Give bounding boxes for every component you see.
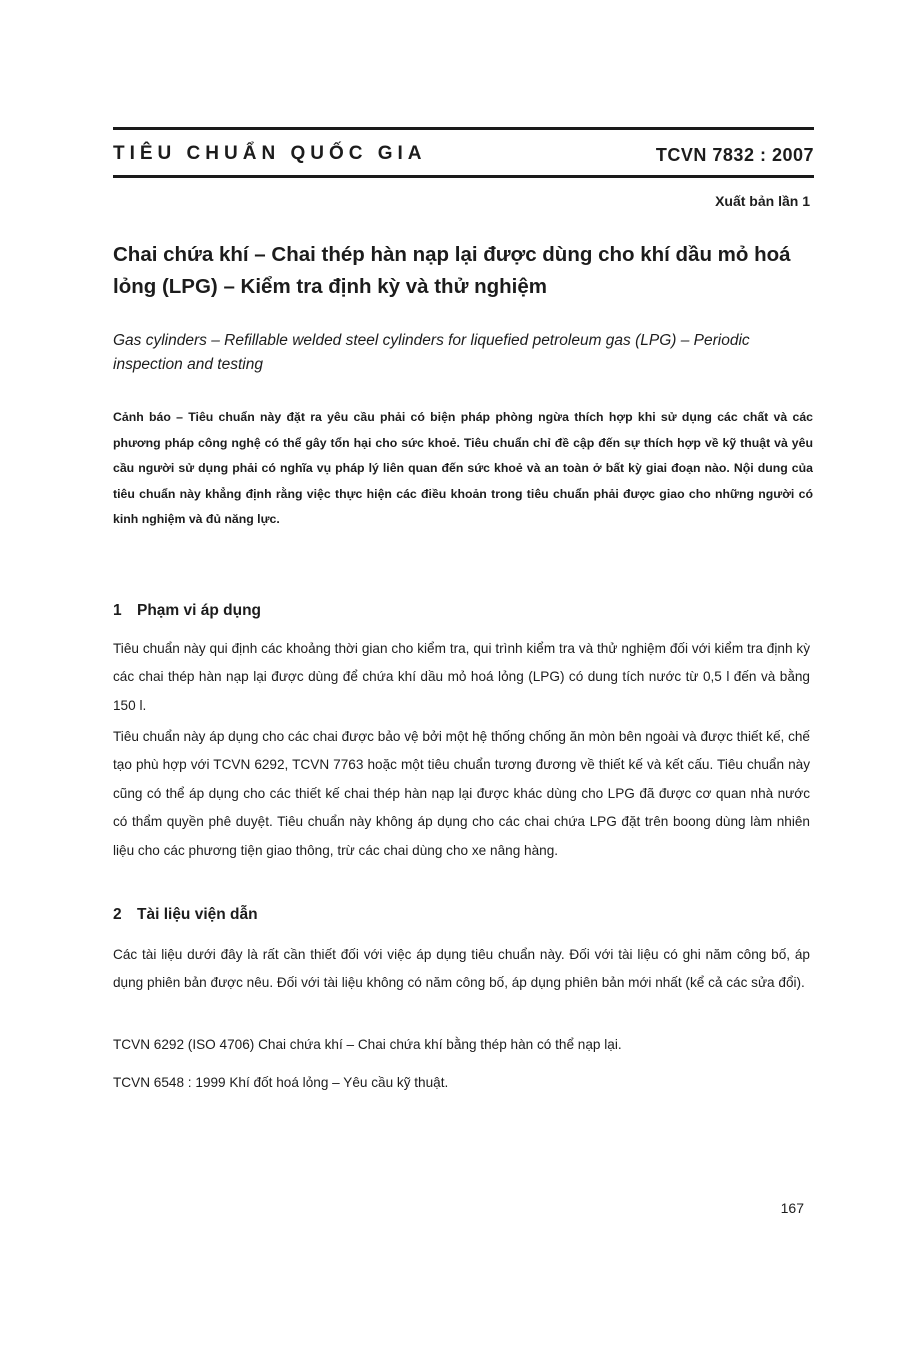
section-2-heading	[113, 906, 258, 924]
section-2-title: Tài liệu viện dẫn	[137, 906, 258, 923]
header-rule-top	[113, 127, 814, 130]
document-title: Chai chứa khí – Chai thép hàn nạp lại được dùng cho khí dầu mỏ hoá lỏng (LPG) – Kiểm tra định kỳ và thử nghiệm	[113, 243, 791, 298]
section-2-paragraph-1: Các tài liệu dưới đây là rất cần thiết đối với việc áp dụng tiêu chuẩn này. Đối với tài liệu có ghi năm công bố, áp dụng phiên bản được nêu. Đối với tài liệu không có năm công bố, áp dụng phiên bản mới nhất (kể cả các sửa đổi).	[113, 947, 810, 991]
section-1-number: 1	[113, 602, 122, 619]
section-1-heading	[113, 602, 261, 620]
reference-item: TCVN 6548 : 1999 Khí đốt hoá lỏng – Yêu cầu kỹ thuật.	[113, 1075, 449, 1090]
document-title-english: Gas cylinders – Refillable welded steel cylinders for liquefied petroleum gas (LPG) – Periodic inspection and testing	[113, 332, 750, 373]
standard-code: TCVN 7832 : 2007	[655, 145, 814, 165]
section-1-title: Phạm vi áp dụng	[137, 602, 262, 619]
reference-item: TCVN 6292 (ISO 4706) Chai chứa khí – Chai chứa khí bằng thép hàn có thể nạp lại.	[113, 1037, 622, 1052]
edition-label: Xuất bản lần 1	[715, 193, 810, 209]
section-1-paragraph-2: Tiêu chuẩn này áp dụng cho các chai được bảo vệ bởi một hệ thống chống ăn mòn bên ngoài và được thiết kế, chế tạo phù hợp với TCVN 6292, TCVN 7763 hoặc một tiêu chuẩn tương đương về thiết kế và kết cấu. Tiêu chuẩn này cũng có thể áp dụng cho các thiết kế chai thép hàn nạp lại được khác dùng cho LPG đã được cơ quan nhà nước có thẩm quyền phê duyệt. Tiêu chuẩn này không áp dụng cho các chai chứa LPG đặt trên boong dùng làm nhiên liệu cho các phương tiện giao thông, trừ các chai dùng cho xe nâng hàng.	[113, 729, 810, 858]
series-title: TIÊU CHUẨN QUỐC GIA	[113, 143, 427, 164]
warning-paragraph: Cảnh báo – Tiêu chuẩn này đặt ra yêu cầu phải có biện pháp phòng ngừa thích hợp khi sử dụng các chất và các phương pháp công nghệ có thể gây tổn hại cho sức khoẻ. Tiêu chuẩn chỉ đề cập đến sự thích hợp về kỹ thuật và yêu cầu người sử dụng phải có nghĩa vụ pháp lý liên quan đến sức khoẻ và an toàn ở bất kỳ giai đoạn nào. Nội dung của tiêu chuẩn này khẳng định rằng việc thực hiện các điều khoản trong tiêu chuẩn phải được giao cho những người có kinh nghiệm và đủ năng lực.	[113, 410, 813, 526]
section-1-paragraph-1: Tiêu chuẩn này qui định các khoảng thời gian cho kiểm tra, qui trình kiểm tra và thử nghiệm đối với kiểm tra định kỳ các chai thép hàn nạp lại được dùng để chứa khí dầu mỏ hoá lỏng (LPG) có dung tích nước từ 0,5 l đến và bằng 150 l.	[113, 641, 810, 713]
section-2-number: 2	[113, 906, 122, 923]
page-number: 167	[780, 1200, 804, 1216]
header-rule-bottom	[113, 175, 814, 178]
